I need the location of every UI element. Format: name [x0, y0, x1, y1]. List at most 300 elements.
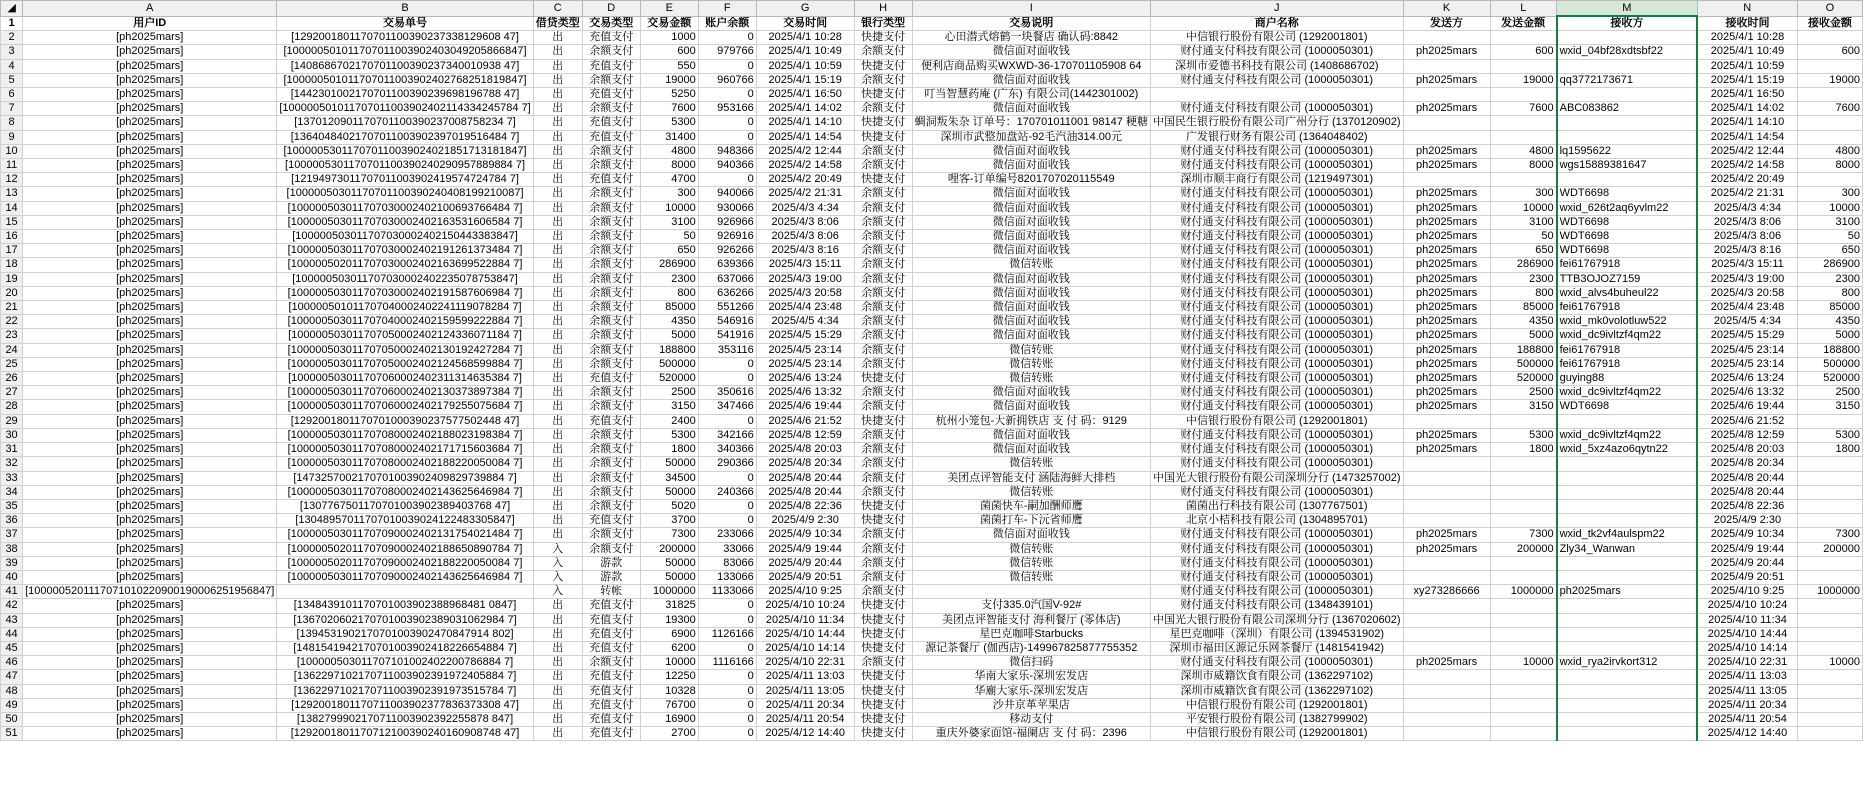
cell-txn_time[interactable]: 2025/4/8 22:36 [756, 499, 854, 513]
cell-sender[interactable] [1403, 613, 1490, 627]
cell-bank_type[interactable]: 余额支付 [854, 144, 912, 158]
cell-sender[interactable]: ph2025mars [1403, 542, 1490, 556]
cell-txn_type[interactable]: 余额支付 [582, 286, 640, 300]
cell-user_id[interactable]: [ph2025mars] [23, 102, 277, 116]
row-header-23[interactable]: 23 [1, 329, 23, 343]
cell-txn_type[interactable]: 充值支付 [582, 641, 640, 655]
cell-desc[interactable]: 菌菌打车-下沅省师鹰 [912, 514, 1150, 528]
cell-balance[interactable]: 541916 [698, 329, 756, 343]
cell-txn_time[interactable]: 2025/4/3 4:34 [756, 201, 854, 215]
cell-txn_no[interactable]: [100000501011707011003902403049205866847] [277, 45, 533, 59]
cell-receiver[interactable]: guying88 [1557, 372, 1697, 386]
cell-receiver[interactable] [1557, 570, 1697, 584]
cell-desc[interactable]: 微信扫码 [912, 656, 1150, 670]
cell-loan_type[interactable]: 出 [533, 159, 582, 173]
cell-send_amount[interactable]: 520000 [1490, 372, 1557, 386]
cell-loan_type[interactable]: 出 [533, 613, 582, 627]
cell-merchant[interactable]: 财付通支付科技有限公司 (1000050301) [1150, 45, 1403, 59]
cell-receiver[interactable]: wxid_tk2vf4aulspm22 [1557, 528, 1697, 542]
cell-txn_time[interactable]: 2025/4/3 8:16 [756, 244, 854, 258]
cell-bank_type[interactable]: 余额支付 [854, 570, 912, 584]
row-header-26[interactable]: 26 [1, 372, 23, 386]
cell-user_id[interactable]: [ph2025mars] [23, 457, 277, 471]
table-row[interactable] [1, 499, 1863, 513]
table-row[interactable] [1, 73, 1863, 87]
cell-merchant[interactable]: 深圳市爱德书科技有限公司 (1408686702) [1150, 59, 1403, 73]
cell-user_id[interactable]: [ph2025mars] [23, 386, 277, 400]
cell-balance[interactable]: 353116 [698, 343, 756, 357]
cell-merchant[interactable]: 中国光大银行股份有限公司深圳分行 (1367020602) [1150, 613, 1403, 627]
cell-balance[interactable]: 350616 [698, 386, 756, 400]
cell-recv_time[interactable]: 2025/4/3 4:34 [1697, 201, 1797, 215]
cell-recv_time[interactable]: 2025/4/3 8:16 [1697, 244, 1797, 258]
row-header-38[interactable]: 38 [1, 542, 23, 556]
cell-amount[interactable]: 1800 [640, 443, 698, 457]
cell-txn_time[interactable]: 2025/4/11 13:05 [756, 684, 854, 698]
cell-sender[interactable] [1403, 59, 1490, 73]
cell-merchant[interactable]: 财付通支付科技有限公司 (1000050301) [1150, 585, 1403, 599]
cell-merchant[interactable]: 深圳市威籍饮食有限公司 (1362297102) [1150, 670, 1403, 684]
cell-recv_amount[interactable]: 4350 [1797, 315, 1862, 329]
cell-bank_type[interactable]: 余额支付 [854, 329, 912, 343]
select-all-corner[interactable]: ◢ [1, 1, 23, 17]
cell-sender[interactable]: ph2025mars [1403, 73, 1490, 87]
cell-amount[interactable]: 5250 [640, 88, 698, 102]
cell-sender[interactable]: ph2025mars [1403, 102, 1490, 116]
cell-loan_type[interactable]: 出 [533, 329, 582, 343]
cell-send_amount[interactable] [1490, 59, 1557, 73]
cell-balance[interactable]: 979766 [698, 45, 756, 59]
cell-receiver[interactable] [1557, 130, 1697, 144]
cell-bank_type[interactable]: 快捷支付 [854, 627, 912, 641]
cell-txn_time[interactable]: 2025/4/8 20:03 [756, 443, 854, 457]
row-header-5[interactable]: 5 [1, 73, 23, 87]
cell-balance[interactable]: 33066 [698, 542, 756, 556]
cell-user_id[interactable]: [ph2025mars] [23, 698, 277, 712]
cell-recv_amount[interactable]: 7600 [1797, 102, 1862, 116]
cell-merchant[interactable]: 财付通支付科技有限公司 (1000050301) [1150, 73, 1403, 87]
cell-balance[interactable]: 0 [698, 130, 756, 144]
cell-txn_type[interactable]: 余额支付 [582, 329, 640, 343]
cell-txn_type[interactable]: 余额支付 [582, 357, 640, 371]
cell-bank_type[interactable]: 快捷支付 [854, 514, 912, 528]
cell-send_amount[interactable]: 7300 [1490, 528, 1557, 542]
cell-sender[interactable]: ph2025mars [1403, 187, 1490, 201]
cell-balance[interactable]: 0 [698, 613, 756, 627]
cell-loan_type[interactable]: 出 [533, 599, 582, 613]
row-header-20[interactable]: 20 [1, 286, 23, 300]
cell-receiver[interactable] [1557, 414, 1697, 428]
cell-desc[interactable]: 微信面对面收钱 [912, 528, 1150, 542]
cell-txn_type[interactable]: 余额支付 [582, 542, 640, 556]
cell-recv_time[interactable]: 2025/4/1 16:50 [1697, 88, 1797, 102]
cell-send_amount[interactable] [1490, 116, 1557, 130]
cell-recv_amount[interactable] [1797, 88, 1862, 102]
cell-loan_type[interactable]: 出 [533, 727, 582, 741]
cell-bank_type[interactable]: 余额支付 [854, 471, 912, 485]
cell-desc[interactable]: 微信转账 [912, 485, 1150, 499]
cell-sender[interactable]: ph2025mars [1403, 45, 1490, 59]
table-row[interactable] [1, 471, 1863, 485]
table-row[interactable] [1, 585, 1863, 599]
cell-txn_no[interactable]: [100000503011707030002402100693766484 7] [277, 201, 533, 215]
cell-amount[interactable]: 520000 [640, 372, 698, 386]
cell-txn_time[interactable]: 2025/4/10 9:25 [756, 585, 854, 599]
cell-recv_time[interactable]: 2025/4/1 10:28 [1697, 31, 1797, 45]
cell-txn_no[interactable]: [100000503011707050002402130192427284 7] [277, 343, 533, 357]
table-row[interactable] [1, 315, 1863, 329]
cell-merchant[interactable]: 财付通支付科技有限公司 (1000050301) [1150, 428, 1403, 442]
cell-recv_time[interactable]: 2025/4/11 13:03 [1697, 670, 1797, 684]
table-row[interactable] [1, 102, 1863, 116]
row-header-50[interactable]: 50 [1, 712, 23, 726]
cell-txn_no[interactable]: [100000503011707030002402150443383847] [277, 230, 533, 244]
cell-txn_time[interactable]: 2025/4/9 20:44 [756, 556, 854, 570]
cell-recv_time[interactable]: 2025/4/6 21:52 [1697, 414, 1797, 428]
cell-desc[interactable]: 微信转账 [912, 357, 1150, 371]
column-header-B[interactable]: B [277, 1, 533, 17]
cell-recv_amount[interactable]: 19000 [1797, 73, 1862, 87]
cell-bank_type[interactable]: 余额支付 [854, 585, 912, 599]
cell-receiver[interactable] [1557, 627, 1697, 641]
cell-txn_type[interactable]: 充值支付 [582, 627, 640, 641]
cell-txn_time[interactable]: 2025/4/6 13:32 [756, 386, 854, 400]
cell-recv_time[interactable]: 2025/4/1 10:49 [1697, 45, 1797, 59]
cell-receiver[interactable] [1557, 684, 1697, 698]
table-row[interactable] [1, 656, 1863, 670]
cell-receiver[interactable] [1557, 641, 1697, 655]
cell-user_id[interactable]: [ph2025mars] [23, 173, 277, 187]
cell-balance[interactable]: 637066 [698, 272, 756, 286]
cell-txn_type[interactable]: 充值支付 [582, 698, 640, 712]
cell-receiver[interactable] [1557, 670, 1697, 684]
cell-recv_time[interactable]: 2025/4/3 19:00 [1697, 272, 1797, 286]
cell-sender[interactable]: ph2025mars [1403, 656, 1490, 670]
cell-bank_type[interactable]: 余额支付 [854, 485, 912, 499]
cell-sender[interactable] [1403, 556, 1490, 570]
cell-recv_time[interactable]: 2025/4/2 12:44 [1697, 144, 1797, 158]
cell-merchant[interactable]: 中信银行股份有限公司 (1292001801) [1150, 698, 1403, 712]
cell-send_amount[interactable]: 50 [1490, 230, 1557, 244]
cell-balance[interactable]: 342166 [698, 428, 756, 442]
cell-send_amount[interactable]: 10000 [1490, 201, 1557, 215]
cell-recv_amount[interactable]: 3100 [1797, 215, 1862, 229]
row-header-3[interactable]: 3 [1, 45, 23, 59]
table-row[interactable] [1, 712, 1863, 726]
cell-balance[interactable]: 0 [698, 514, 756, 528]
cell-txn_time[interactable]: 2025/4/8 12:59 [756, 428, 854, 442]
cell-user_id[interactable]: [ph2025mars] [23, 59, 277, 73]
cell-send_amount[interactable]: 188800 [1490, 343, 1557, 357]
cell-recv_amount[interactable]: 600 [1797, 45, 1862, 59]
cell-recv_amount[interactable] [1797, 570, 1862, 584]
cell-recv_amount[interactable]: 520000 [1797, 372, 1862, 386]
cell-amount[interactable]: 19000 [640, 73, 698, 87]
cell-desc[interactable] [912, 585, 1150, 599]
cell-txn_type[interactable]: 充值支付 [582, 88, 640, 102]
cell-desc[interactable]: 华南大家乐-深圳宏发店 [912, 670, 1150, 684]
cell-sender[interactable]: ph2025mars [1403, 386, 1490, 400]
cell-merchant[interactable]: 财付通支付科技有限公司 (1000050301) [1150, 570, 1403, 584]
cell-user_id[interactable]: [ph2025mars] [23, 514, 277, 528]
cell-txn_time[interactable]: 2025/4/12 14:40 [756, 727, 854, 741]
cell-send_amount[interactable] [1490, 570, 1557, 584]
cell-txn_type[interactable]: 余额支付 [582, 471, 640, 485]
column-header-D[interactable]: D [582, 1, 640, 17]
cell-sender[interactable]: ph2025mars [1403, 301, 1490, 315]
cell-recv_time[interactable]: 2025/4/10 14:44 [1697, 627, 1797, 641]
cell-receiver[interactable] [1557, 698, 1697, 712]
cell-send_amount[interactable]: 85000 [1490, 301, 1557, 315]
cell-receiver[interactable]: fei61767918 [1557, 301, 1697, 315]
cell-desc[interactable]: 微信面对面收钱 [912, 315, 1150, 329]
cell-bank_type[interactable]: 快捷支付 [854, 698, 912, 712]
cell-desc[interactable]: 沙井京革苹果店 [912, 698, 1150, 712]
cell-txn_type[interactable]: 游款 [582, 570, 640, 584]
cell-recv_amount[interactable]: 2300 [1797, 272, 1862, 286]
cell-bank_type[interactable]: 快捷支付 [854, 670, 912, 684]
column-header-N[interactable]: N [1697, 1, 1797, 17]
cell-txn_no[interactable]: [100000503011707030002402163531606584 7] [277, 215, 533, 229]
cell-balance[interactable]: 0 [698, 116, 756, 130]
cell-user_id[interactable]: [ph2025mars] [23, 73, 277, 87]
cell-recv_amount[interactable] [1797, 684, 1862, 698]
cell-user_id[interactable]: [ph2025mars] [23, 627, 277, 641]
cell-txn_type[interactable]: 充值支付 [582, 414, 640, 428]
row-header-32[interactable]: 32 [1, 457, 23, 471]
cell-bank_type[interactable]: 余额支付 [854, 357, 912, 371]
cell-balance[interactable]: 0 [698, 641, 756, 655]
row-header-29[interactable]: 29 [1, 414, 23, 428]
cell-amount[interactable]: 200000 [640, 542, 698, 556]
cell-txn_type[interactable]: 余额支付 [582, 215, 640, 229]
cell-recv_amount[interactable]: 800 [1797, 286, 1862, 300]
row-header-24[interactable]: 24 [1, 343, 23, 357]
cell-send_amount[interactable] [1490, 31, 1557, 45]
cell-txn_no[interactable]: [100000501011707011003902402114334245784 7] [277, 102, 533, 116]
cell-bank_type[interactable]: 余额支付 [854, 400, 912, 414]
cell-txn_time[interactable]: 2025/4/3 15:11 [756, 258, 854, 272]
cell-amount[interactable]: 5300 [640, 116, 698, 130]
cell-user_id[interactable]: [ph2025mars] [23, 443, 277, 457]
cell-txn_no[interactable]: [100000503011707040002402159599222884 7] [277, 315, 533, 329]
cell-txn_type[interactable]: 充值支付 [582, 116, 640, 130]
row-header-33[interactable]: 33 [1, 471, 23, 485]
cell-merchant[interactable]: 财付通支付科技有限公司 (1000050301) [1150, 485, 1403, 499]
cell-sender[interactable] [1403, 485, 1490, 499]
cell-sender[interactable]: ph2025mars [1403, 443, 1490, 457]
cell-recv_time[interactable]: 2025/4/8 20:44 [1697, 485, 1797, 499]
cell-sender[interactable]: ph2025mars [1403, 372, 1490, 386]
cell-recv_amount[interactable] [1797, 727, 1862, 741]
cell-txn_type[interactable]: 充值支付 [582, 670, 640, 684]
cell-send_amount[interactable]: 19000 [1490, 73, 1557, 87]
cell-sender[interactable] [1403, 712, 1490, 726]
cell-balance[interactable]: 0 [698, 357, 756, 371]
row-header-2[interactable]: 2 [1, 31, 23, 45]
table-row[interactable] [1, 514, 1863, 528]
cell-balance[interactable]: 0 [698, 173, 756, 187]
cell-merchant[interactable]: 财付通支付科技有限公司 (1000050301) [1150, 315, 1403, 329]
cell-user_id[interactable]: [ph2025mars] [23, 656, 277, 670]
cell-bank_type[interactable]: 余额支付 [854, 73, 912, 87]
cell-txn_time[interactable]: 2025/4/1 14:54 [756, 130, 854, 144]
cell-user_id[interactable]: [ph2025mars] [23, 315, 277, 329]
cell-recv_amount[interactable]: 10000 [1797, 201, 1862, 215]
cell-recv_time[interactable]: 2025/4/9 2:30 [1697, 514, 1797, 528]
column-header-K[interactable]: K [1403, 1, 1490, 17]
cell-recv_amount[interactable] [1797, 59, 1862, 73]
cell-txn_type[interactable]: 余额支付 [582, 244, 640, 258]
cell-txn_time[interactable]: 2025/4/5 4:34 [756, 315, 854, 329]
row-header-43[interactable]: 43 [1, 613, 23, 627]
cell-loan_type[interactable]: 出 [533, 528, 582, 542]
cell-txn_no[interactable]: [100000503011707060002402311314635384 7] [277, 372, 533, 386]
cell-recv_amount[interactable] [1797, 414, 1862, 428]
cell-recv_amount[interactable]: 85000 [1797, 301, 1862, 315]
row-header-28[interactable]: 28 [1, 400, 23, 414]
table-row[interactable] [1, 386, 1863, 400]
cell-loan_type[interactable]: 出 [533, 372, 582, 386]
cell-txn_type[interactable]: 余额支付 [582, 258, 640, 272]
cell-amount[interactable]: 50000 [640, 457, 698, 471]
column-header-H[interactable]: H [854, 1, 912, 17]
cell-recv_amount[interactable]: 188800 [1797, 343, 1862, 357]
cell-merchant[interactable]: 财付通支付科技有限公司 (1000050301) [1150, 215, 1403, 229]
cell-loan_type[interactable]: 出 [533, 656, 582, 670]
cell-sender[interactable] [1403, 471, 1490, 485]
cell-user_id[interactable]: [ph2025mars] [23, 499, 277, 513]
cell-recv_time[interactable]: 2025/4/1 14:02 [1697, 102, 1797, 116]
row-header-30[interactable]: 30 [1, 428, 23, 442]
row-header-47[interactable]: 47 [1, 670, 23, 684]
cell-sender[interactable]: ph2025mars [1403, 201, 1490, 215]
cell-recv_amount[interactable]: 300 [1797, 187, 1862, 201]
cell-balance[interactable]: 290366 [698, 457, 756, 471]
row-header-13[interactable]: 13 [1, 187, 23, 201]
cell-recv_time[interactable]: 2025/4/3 8:06 [1697, 215, 1797, 229]
cell-txn_type[interactable]: 余额支付 [582, 400, 640, 414]
cell-txn_time[interactable]: 2025/4/9 10:34 [756, 528, 854, 542]
cell-recv_time[interactable]: 2025/4/2 20:49 [1697, 173, 1797, 187]
row-header-48[interactable]: 48 [1, 684, 23, 698]
cell-balance[interactable]: 0 [698, 499, 756, 513]
cell-sender[interactable] [1403, 414, 1490, 428]
cell-txn_no[interactable]: [1370120901170701100390237008758234 7] [277, 116, 533, 130]
cell-bank_type[interactable]: 快捷支付 [854, 130, 912, 144]
cell-recv_amount[interactable] [1797, 471, 1862, 485]
cell-receiver[interactable]: WDT6698 [1557, 244, 1697, 258]
cell-recv_amount[interactable]: 4800 [1797, 144, 1862, 158]
cell-txn_time[interactable]: 2025/4/2 20:49 [756, 173, 854, 187]
cell-bank_type[interactable]: 余额支付 [854, 542, 912, 556]
cell-merchant[interactable]: 中国光大银行股份有限公司深圳分行 (1473257002) [1150, 471, 1403, 485]
table-row[interactable] [1, 428, 1863, 442]
cell-user_id[interactable]: [ph2025mars] [23, 244, 277, 258]
cell-amount[interactable]: 4800 [640, 144, 698, 158]
cell-txn_time[interactable]: 2025/4/11 13:03 [756, 670, 854, 684]
cell-merchant[interactable]: 财付通支付科技有限公司 (1000050301) [1150, 357, 1403, 371]
cell-recv_amount[interactable] [1797, 116, 1862, 130]
cell-amount[interactable]: 50000 [640, 485, 698, 499]
cell-sender[interactable] [1403, 698, 1490, 712]
cell-amount[interactable]: 2500 [640, 386, 698, 400]
cell-send_amount[interactable] [1490, 698, 1557, 712]
cell-receiver[interactable] [1557, 116, 1697, 130]
cell-desc[interactable]: 微信面对面收钱 [912, 215, 1150, 229]
cell-send_amount[interactable] [1490, 414, 1557, 428]
cell-txn_no[interactable]: [100000530117070110039024021851713181847] [277, 144, 533, 158]
cell-user_id[interactable]: [ph2025mars] [23, 45, 277, 59]
cell-send_amount[interactable] [1490, 556, 1557, 570]
cell-recv_amount[interactable]: 3150 [1797, 400, 1862, 414]
cell-txn_no[interactable]: [13048957011707010039024122483305847] [277, 514, 533, 528]
cell-user_id[interactable]: [ph2025mars] [23, 187, 277, 201]
cell-txn_type[interactable]: 充值支付 [582, 31, 640, 45]
cell-receiver[interactable]: Zly34_Wanwan [1557, 542, 1697, 556]
cell-bank_type[interactable]: 快捷支付 [854, 88, 912, 102]
cell-txn_type[interactable]: 余额支付 [582, 386, 640, 400]
cell-desc[interactable]: 菌菌快车-嗣加酬师鹰 [912, 499, 1150, 513]
cell-amount[interactable]: 5300 [640, 428, 698, 442]
cell-send_amount[interactable]: 800 [1490, 286, 1557, 300]
cell-sender[interactable]: ph2025mars [1403, 258, 1490, 272]
cell-bank_type[interactable]: 余额支付 [854, 428, 912, 442]
row-header-15[interactable]: 15 [1, 215, 23, 229]
cell-recv_time[interactable]: 2025/4/3 8:06 [1697, 230, 1797, 244]
cell-amount[interactable]: 550 [640, 59, 698, 73]
table-row[interactable] [1, 130, 1863, 144]
cell-user_id[interactable]: [ph2025mars] [23, 684, 277, 698]
cell-user_id[interactable]: [ph2025mars] [23, 258, 277, 272]
row-header-41[interactable]: 41 [1, 585, 23, 599]
cell-bank_type[interactable]: 余额支付 [854, 528, 912, 542]
cell-send_amount[interactable] [1490, 613, 1557, 627]
cell-recv_amount[interactable]: 200000 [1797, 542, 1862, 556]
cell-desc[interactable]: 微信面对面收钱 [912, 443, 1150, 457]
cell-amount[interactable]: 10000 [640, 201, 698, 215]
cell-balance[interactable]: 233066 [698, 528, 756, 542]
cell-txn_time[interactable]: 2025/4/6 13:24 [756, 372, 854, 386]
cell-txn_time[interactable]: 2025/4/1 10:59 [756, 59, 854, 73]
cell-balance[interactable]: 0 [698, 670, 756, 684]
cell-sender[interactable] [1403, 627, 1490, 641]
cell-sender[interactable]: ph2025mars [1403, 244, 1490, 258]
cell-bank_type[interactable]: 余额支付 [854, 187, 912, 201]
cell-txn_type[interactable]: 充值支付 [582, 372, 640, 386]
cell-desc[interactable]: 杭州小笼包-大新拥铁店 支 付 码：9129 [912, 414, 1150, 428]
cell-desc[interactable]: 微信转账 [912, 556, 1150, 570]
cell-sender[interactable]: xy273286666 [1403, 585, 1490, 599]
table-row[interactable] [1, 400, 1863, 414]
cell-recv_time[interactable]: 2025/4/11 13:05 [1697, 684, 1797, 698]
cell-txn_time[interactable]: 2025/4/3 8:06 [756, 215, 854, 229]
row-header-16[interactable]: 16 [1, 230, 23, 244]
cell-balance[interactable]: 0 [698, 712, 756, 726]
cell-recv_amount[interactable]: 5300 [1797, 428, 1862, 442]
cell-merchant[interactable]: 星巴克咖啡（深圳）有限公司 (1394531902) [1150, 627, 1403, 641]
cell-recv_time[interactable]: 2025/4/10 9:25 [1697, 585, 1797, 599]
cell-loan_type[interactable]: 出 [533, 698, 582, 712]
cell-bank_type[interactable]: 快捷支付 [854, 641, 912, 655]
cell-merchant[interactable]: 财付通支付科技有限公司 (1000050301) [1150, 400, 1403, 414]
cell-txn_type[interactable]: 余额支付 [582, 102, 640, 116]
cell-loan_type[interactable]: 出 [533, 144, 582, 158]
cell-txn_no[interactable]: [100000503011707050002402124568599884 7] [277, 357, 533, 371]
cell-user_id[interactable]: [ph2025mars] [23, 542, 277, 556]
cell-txn_time[interactable]: 2025/4/10 14:14 [756, 641, 854, 655]
table-row[interactable] [1, 215, 1863, 229]
